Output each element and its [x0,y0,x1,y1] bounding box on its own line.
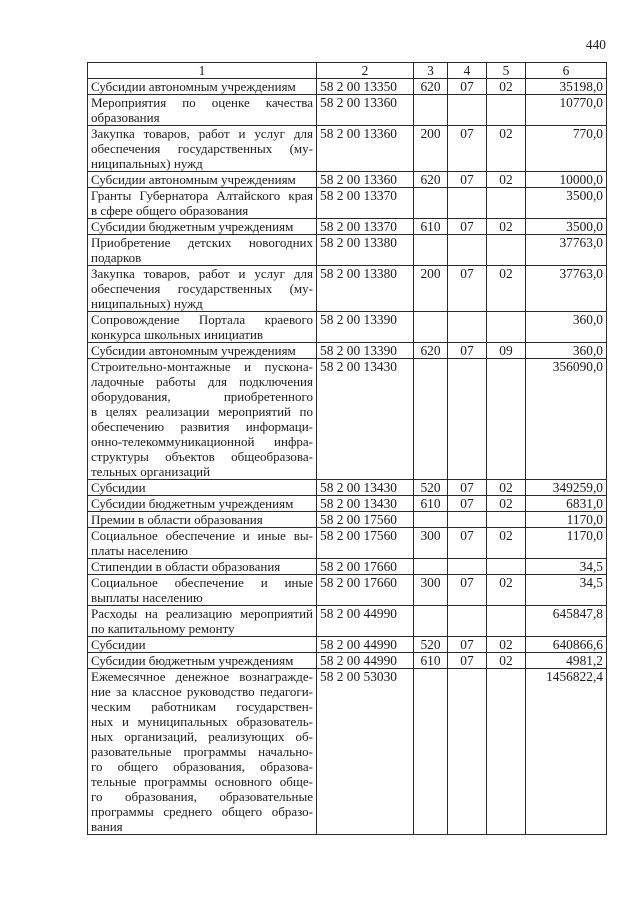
item-name-line: подарков [91,250,142,265]
target-code-cell: 58 2 00 13390 [317,312,414,343]
target-code-cell: 58 2 00 53030 [317,669,414,835]
item-name-line: го образования, образовательные [91,789,313,804]
item-name-line: ниципальных) нужд [91,296,203,311]
item-name-line: Социальное обеспечение и иные [91,575,313,590]
item-name-line: Закупка товаров, работ и услуг для [91,126,313,141]
section-cell: 07 [448,219,487,235]
item-name-line: Сопровождение Портала краевого [91,312,313,327]
section-cell [448,512,487,528]
expense-type-cell: 520 [414,637,448,653]
target-code-cell: 58 2 00 44990 [317,606,414,637]
expense-type-cell [414,606,448,637]
target-code-cell: 58 2 00 13370 [317,188,414,219]
item-name-line: программы среднего общего образо- [91,804,313,819]
table-row [88,188,607,219]
subsection-cell: 02 [487,266,526,312]
item-name-line: обеспечению развития информаци- [91,419,313,434]
item-name-cell [88,559,317,575]
item-name-cell [88,480,317,496]
item-name-line: Субсидии бюджетным учреждениям [91,219,294,234]
item-name-line: Мероприятия по оценке качества [91,95,313,110]
expense-type-cell: 300 [414,528,448,559]
amount-cell: 34,5 [526,559,607,575]
item-name-line: Субсидии автономным учреждениям [91,172,296,187]
header-col-5: 5 [487,63,526,79]
item-name-cell [88,669,317,835]
subsection-cell [487,235,526,266]
subsection-cell [487,312,526,343]
header-col-4: 4 [448,63,487,79]
item-name-line: Субсидии автономным учреждениям [91,343,296,358]
expense-type-cell: 200 [414,126,448,172]
item-name-line: конкурса школьных инициатив [91,327,264,342]
subsection-cell: 02 [487,496,526,512]
table-row [88,312,607,343]
expense-type-cell [414,188,448,219]
section-cell: 07 [448,653,487,669]
table-row [88,528,607,559]
target-code-cell: 58 2 00 17560 [317,528,414,559]
page-number: 440 [585,37,606,52]
item-name-line: в сфере общего образования [91,203,249,218]
expense-type-cell [414,312,448,343]
subsection-cell: 02 [487,172,526,188]
section-cell: 07 [448,343,487,359]
table-row [88,512,607,528]
section-cell: 07 [448,126,487,172]
subsection-cell: 02 [487,575,526,606]
table-row [88,575,607,606]
expense-type-cell: 520 [414,480,448,496]
amount-cell: 360,0 [526,343,607,359]
expense-type-cell [414,359,448,480]
subsection-cell: 02 [487,219,526,235]
item-name-line: по капитальному ремонту [91,621,235,636]
amount-cell: 3500,0 [526,219,607,235]
item-name-line: ние за классное руководство педагоги- [91,684,313,699]
section-cell: 07 [448,79,487,95]
subsection-cell [487,359,526,480]
item-name-line: Субсидии [91,637,146,652]
item-name-cell [88,496,317,512]
item-name-line: обеспечения государственных (му- [91,141,313,156]
item-name-line: Субсидии [91,480,146,495]
item-name-line: Субсидии бюджетным учреждениям [91,496,294,511]
table-row [88,480,607,496]
item-name-line: платы населению [91,543,188,558]
expense-type-cell: 620 [414,343,448,359]
item-name-line: Субсидии автономным учреждениям [91,79,296,94]
item-name-line: обеспечения государственных (му- [91,281,313,296]
section-cell: 07 [448,172,487,188]
section-cell: 07 [448,480,487,496]
subsection-cell: 09 [487,343,526,359]
expense-type-cell [414,235,448,266]
amount-cell: 37763,0 [526,266,607,312]
item-name-cell [88,126,317,172]
target-code-cell: 58 2 00 13370 [317,219,414,235]
expense-type-cell: 610 [414,219,448,235]
target-code-cell: 58 2 00 17660 [317,559,414,575]
header-col-6: 6 [526,63,607,79]
target-code-cell: 58 2 00 13390 [317,343,414,359]
item-name-cell [88,359,317,480]
item-name-cell [88,637,317,653]
item-name-line: Закупка товаров, работ и услуг для [91,266,313,281]
header-col-1: 1 [88,63,317,79]
section-cell [448,188,487,219]
subsection-cell: 02 [487,126,526,172]
budget-table [87,62,607,835]
item-name-line: в целях реализации мероприятий по [91,404,313,419]
target-code-cell: 58 2 00 44990 [317,653,414,669]
table-row [88,126,607,172]
item-name-line: Строительно-монтажные и пускона- [91,359,313,374]
item-name-line: Социальное обеспечение и иные вы- [91,528,313,543]
item-name-line: тельных организаций [91,464,211,479]
expense-type-cell [414,512,448,528]
amount-cell: 645847,8 [526,606,607,637]
target-code-cell: 58 2 00 13380 [317,235,414,266]
section-cell: 07 [448,266,487,312]
expense-type-cell: 300 [414,575,448,606]
target-code-cell: 58 2 00 13360 [317,126,414,172]
expense-type-cell: 620 [414,79,448,95]
target-code-cell: 58 2 00 13360 [317,172,414,188]
amount-cell: 37763,0 [526,235,607,266]
amount-cell: 640866,6 [526,637,607,653]
section-cell [448,669,487,835]
item-name-line: онно-телекоммуникационной инфра- [91,434,313,449]
section-cell [448,312,487,343]
amount-cell: 349259,0 [526,480,607,496]
item-name-line: Приобретение детских новогодних [91,235,313,250]
item-name-line: выплаты населению [91,590,203,605]
table-row [88,669,607,835]
item-name-line: ладочные работы для подключения [91,374,313,389]
amount-cell: 1456822,4 [526,669,607,835]
amount-cell: 10000,0 [526,172,607,188]
subsection-cell [487,95,526,126]
section-cell [448,95,487,126]
subsection-cell: 02 [487,480,526,496]
table-row [88,79,607,95]
table-body [88,79,607,835]
subsection-cell: 02 [487,79,526,95]
amount-cell: 34,5 [526,575,607,606]
subsection-cell [487,559,526,575]
target-code-cell: 58 2 00 13430 [317,496,414,512]
item-name-cell [88,575,317,606]
subsection-cell: 02 [487,637,526,653]
item-name-line: Расходы на реализацию мероприятий [91,606,313,621]
item-name-cell [88,266,317,312]
table-row [88,653,607,669]
section-cell [448,359,487,480]
target-code-cell: 58 2 00 13360 [317,95,414,126]
amount-cell: 360,0 [526,312,607,343]
item-name-cell [88,219,317,235]
expense-type-cell [414,669,448,835]
table-row [88,559,607,575]
table-row [88,359,607,480]
header-row [88,63,607,79]
item-name-cell [88,188,317,219]
subsection-cell [487,512,526,528]
section-cell [448,559,487,575]
item-name-line: оборудования, приобретенного [91,389,313,404]
subsection-cell [487,606,526,637]
amount-cell: 35198,0 [526,79,607,95]
item-name-line: ческим работникам государствен- [91,699,313,714]
item-name-line: тельные программы основного обще- [91,774,313,789]
amount-cell: 770,0 [526,126,607,172]
item-name-cell [88,653,317,669]
subsection-cell: 02 [487,528,526,559]
item-name-cell [88,79,317,95]
item-name-cell [88,312,317,343]
subsection-cell [487,188,526,219]
item-name-line: ных и муниципальных образователь- [91,714,313,729]
section-cell: 07 [448,575,487,606]
expense-type-cell [414,95,448,126]
item-name-line: Ежемесячное денежное вознагражде- [91,669,313,684]
expense-type-cell: 610 [414,653,448,669]
table-row [88,343,607,359]
amount-cell: 10770,0 [526,95,607,126]
amount-cell: 6831,0 [526,496,607,512]
item-name-cell [88,528,317,559]
item-name-line: ных организаций, реализующих об- [91,729,313,744]
table-header [88,63,607,79]
target-code-cell: 58 2 00 44990 [317,637,414,653]
table-row [88,637,607,653]
subsection-cell [487,669,526,835]
target-code-cell: 58 2 00 17660 [317,575,414,606]
item-name-cell [88,95,317,126]
item-name-cell [88,512,317,528]
item-name-cell [88,343,317,359]
table-row [88,606,607,637]
table-row [88,496,607,512]
table-row [88,266,607,312]
section-cell: 07 [448,496,487,512]
target-code-cell: 58 2 00 13430 [317,359,414,480]
subsection-cell: 02 [487,653,526,669]
header-col-3: 3 [414,63,448,79]
section-cell [448,235,487,266]
section-cell [448,606,487,637]
expense-type-cell: 200 [414,266,448,312]
expense-type-cell [414,559,448,575]
item-name-cell [88,606,317,637]
item-name-line: Гранты Губернатора Алтайского края [91,188,313,203]
table-row [88,95,607,126]
amount-cell: 1170,0 [526,512,607,528]
table-row [88,235,607,266]
item-name-cell [88,235,317,266]
target-code-cell: 58 2 00 13430 [317,480,414,496]
header-col-2: 2 [317,63,414,79]
amount-cell: 3500,0 [526,188,607,219]
amount-cell: 1170,0 [526,528,607,559]
table-row [88,172,607,188]
expense-type-cell: 610 [414,496,448,512]
section-cell: 07 [448,637,487,653]
table-row [88,219,607,235]
item-name-line: разовательные программы начально- [91,744,313,759]
target-code-cell: 58 2 00 13380 [317,266,414,312]
item-name-cell [88,172,317,188]
item-name-line: образования [91,110,160,125]
amount-cell: 4981,2 [526,653,607,669]
amount-cell: 356090,0 [526,359,607,480]
target-code-cell: 58 2 00 17560 [317,512,414,528]
item-name-line: го общего образования, образова- [91,759,313,774]
target-code-cell: 58 2 00 13350 [317,79,414,95]
item-name-line: Премии в области образования [91,512,263,527]
item-name-line: Стипендии в области образования [91,559,281,574]
item-name-line: структуры объектов общеобразова- [91,449,313,464]
item-name-line: ниципальных) нужд [91,156,203,171]
expense-type-cell: 620 [414,172,448,188]
section-cell: 07 [448,528,487,559]
item-name-line: вания [91,819,123,834]
item-name-line: Субсидии бюджетным учреждениям [91,653,294,668]
